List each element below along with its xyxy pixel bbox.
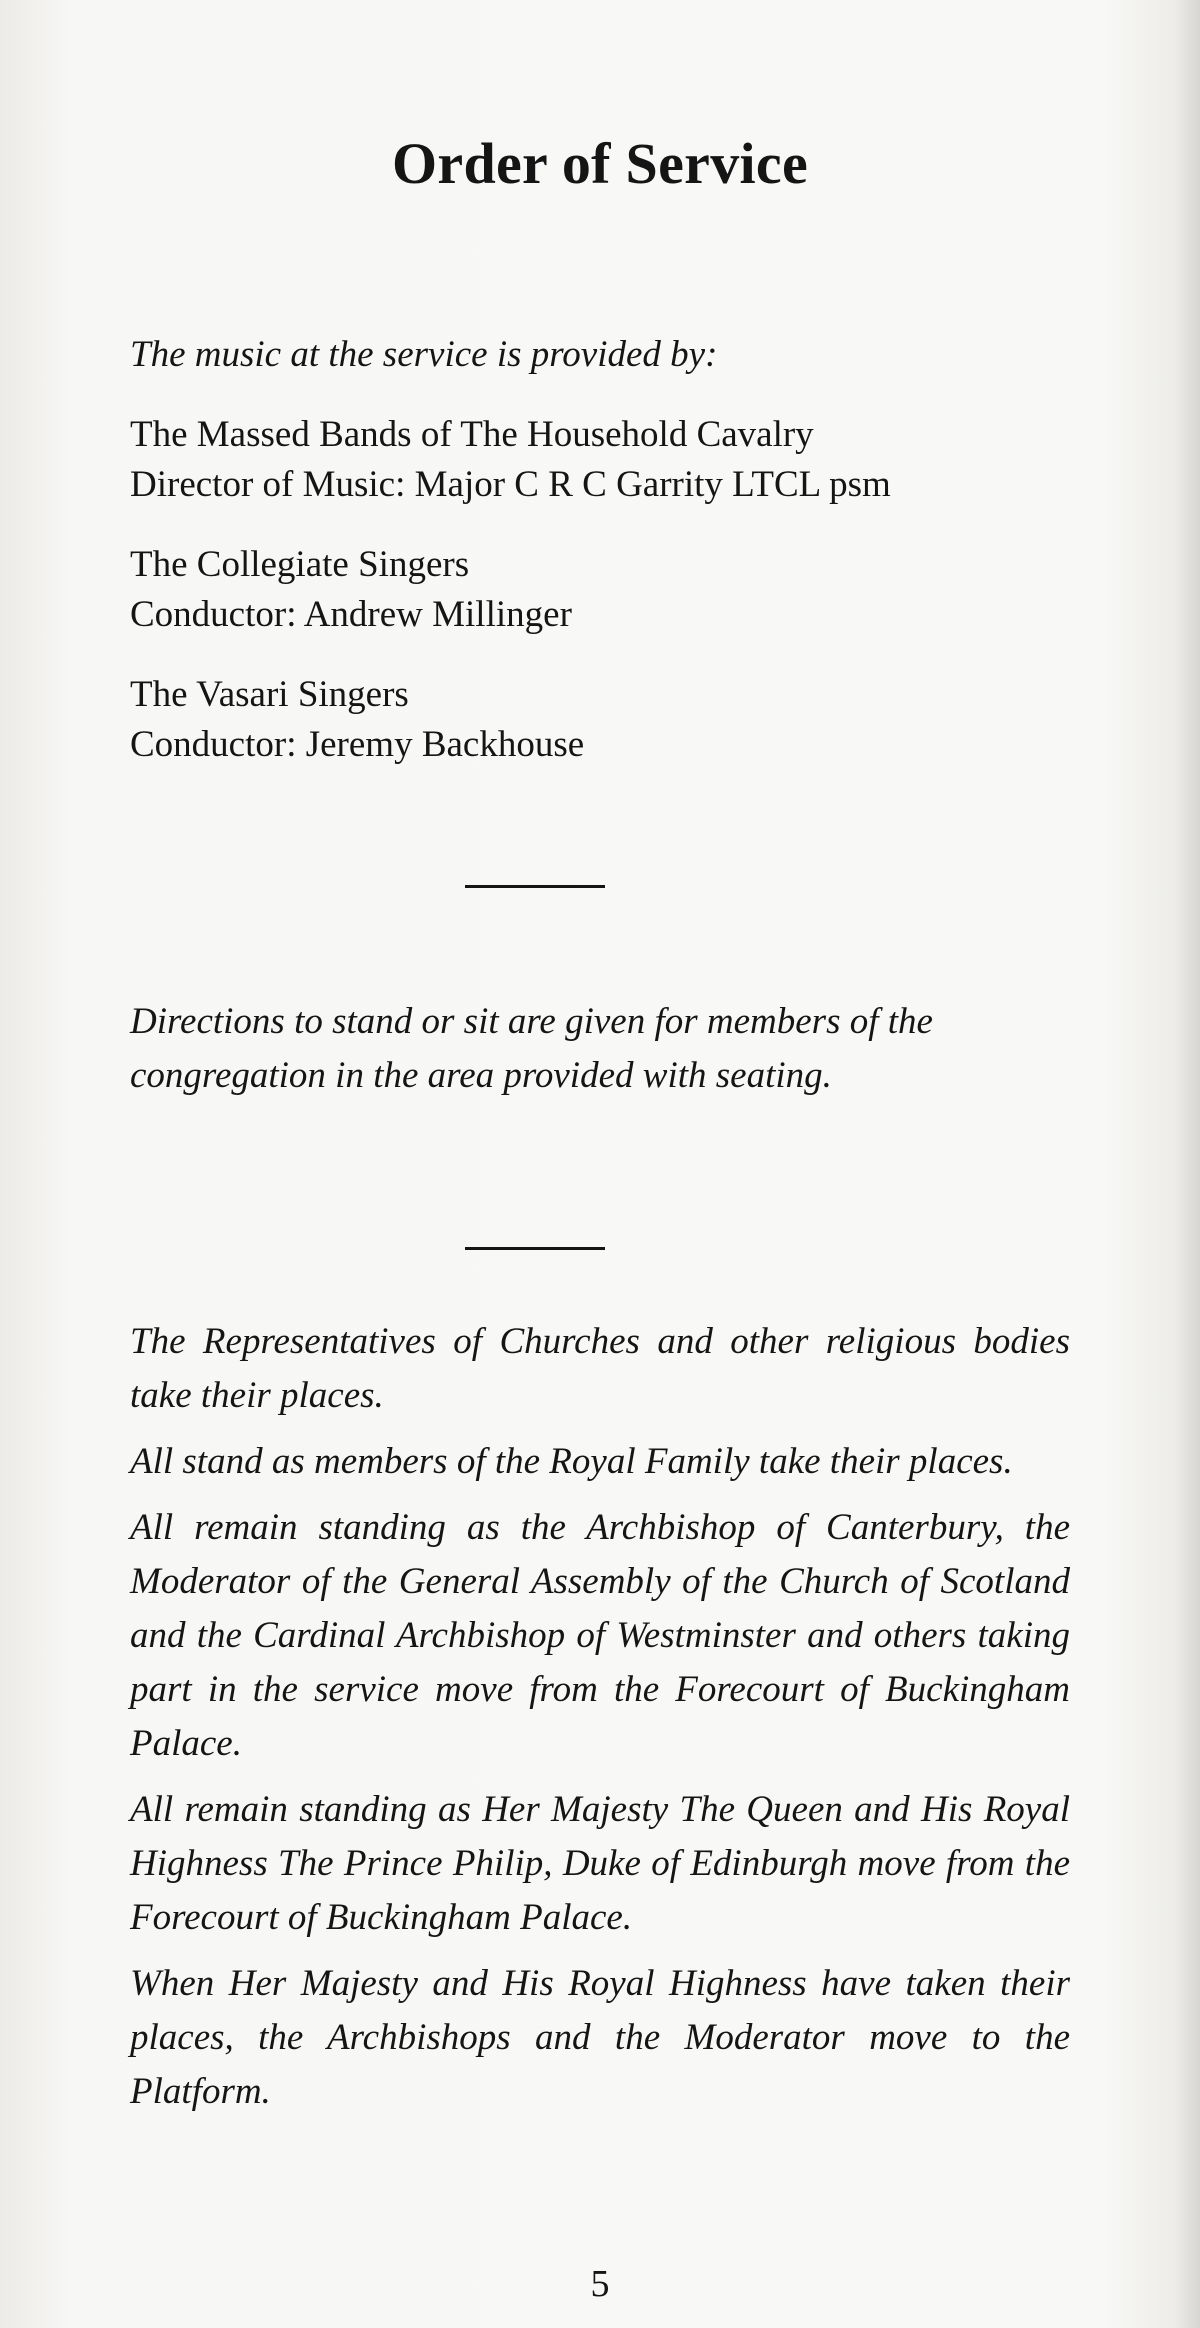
instruction-paragraph: All remain standing as Her Majesty The Queen and His Royal Highness The Prince Philip, Duke of Edinburgh move from the Forecourt of Buckingham Palace. bbox=[130, 1789, 1070, 1938]
page-edge-shadow bbox=[1174, 0, 1200, 2328]
instruction-paragraph: When Her Majesty and His Royal Highness have taken their places, the Archbishops and the Moderator move to the Platform. bbox=[130, 1963, 1070, 2112]
ensemble-name: The Vasari Singers bbox=[130, 674, 409, 715]
ensemble-director: Director of Music: Major C R C Garrity LTCL psm bbox=[130, 464, 891, 505]
service-instructions bbox=[130, 1315, 1070, 2131]
ensemble-vasari-singers bbox=[130, 670, 584, 770]
ensemble-director: Conductor: Andrew Millinger bbox=[130, 594, 572, 635]
music-intro: The music at the service is provided by: bbox=[130, 334, 718, 375]
ensemble-director: Conductor: Jeremy Backhouse bbox=[130, 724, 585, 765]
instruction-paragraph: All stand as members of the Royal Family take their places. bbox=[130, 1441, 1013, 1482]
instruction-paragraph: The Representatives of Churches and other religious bodies take their places. bbox=[130, 1321, 1070, 1416]
section-divider bbox=[465, 1247, 605, 1250]
instruction-paragraph: All remain standing as the Archbishop of Canterbury, the Moderator of the General Assembly of the Church of Scotland and the Cardinal Archbishop of Westminster and others taking part in the service move from the Forecourt of Buckingham Palace. bbox=[130, 1507, 1070, 1764]
page-title: Order of Service bbox=[391, 131, 808, 196]
seating-directions: Directions to stand or sit are given for members of the congregation in the area provided with seating. bbox=[130, 1001, 933, 1096]
ensemble-collegiate-singers bbox=[130, 540, 572, 640]
ensemble-household-cavalry bbox=[130, 410, 891, 510]
page-number: 5 bbox=[590, 2263, 610, 2305]
section-divider bbox=[465, 885, 605, 888]
ensemble-name: The Collegiate Singers bbox=[130, 544, 470, 585]
ensemble-name: The Massed Bands of The Household Cavalry bbox=[130, 414, 814, 455]
